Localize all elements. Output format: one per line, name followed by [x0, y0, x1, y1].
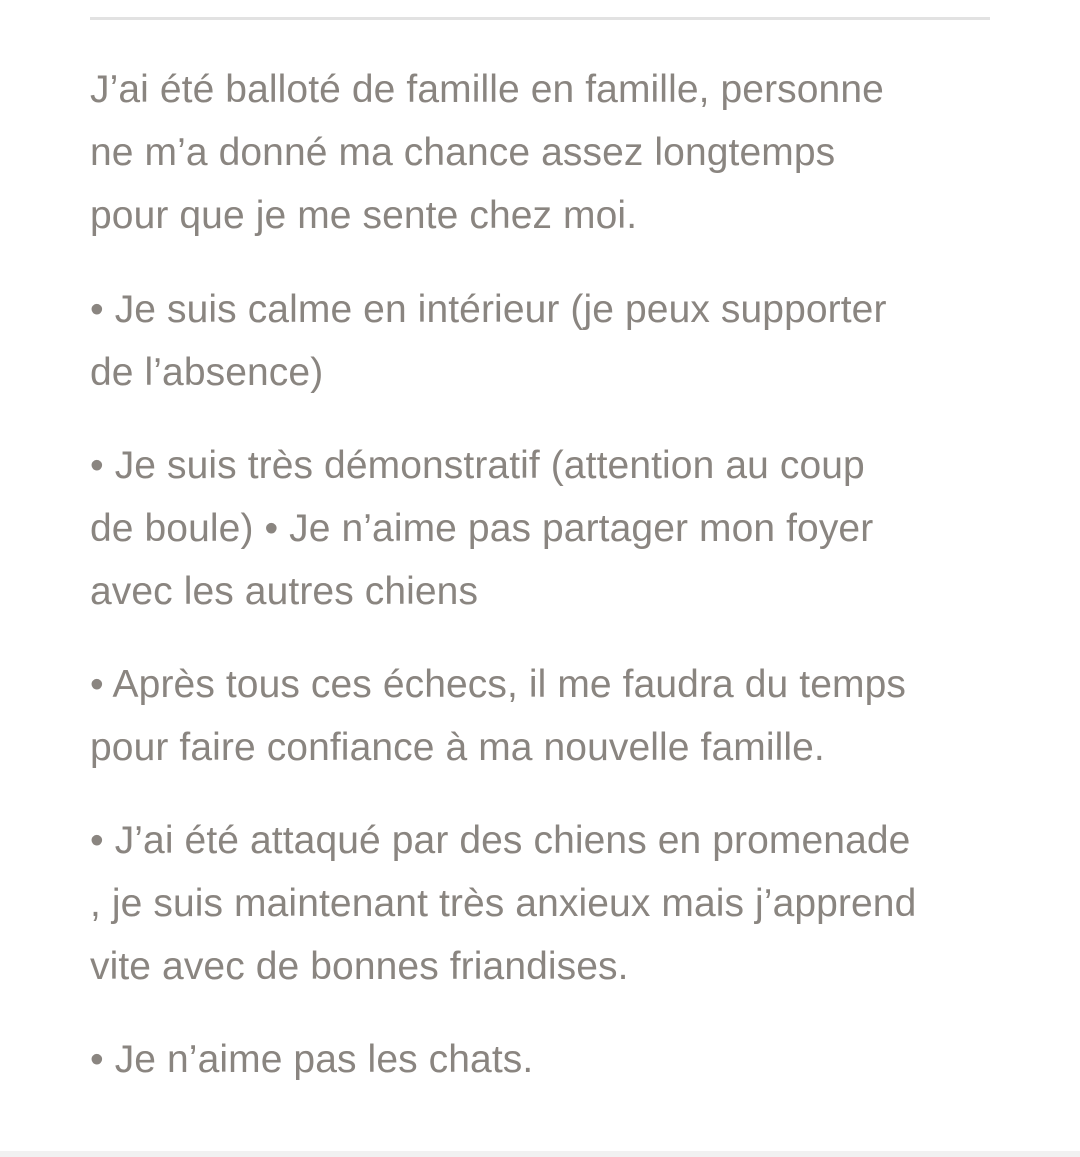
- text-line: • Je suis calme en intérieur (je peux supporter: [90, 288, 887, 331]
- text-line: ne m’a donné ma chance assez longtemps: [90, 131, 836, 174]
- text-line: de boule) • Je n’aime pas partager mon foyer: [90, 507, 874, 550]
- text-line: pour que je me sente chez moi.: [90, 194, 638, 237]
- text-line: , je suis maintenant très anxieux mais j’apprend: [90, 882, 917, 925]
- bullet-paragraph-attacked: [90, 809, 990, 998]
- description-text-block: [90, 58, 990, 1091]
- bullet-paragraph-cats: [90, 1028, 990, 1091]
- top-divider: [90, 17, 990, 20]
- bottom-edge: [0, 1151, 1080, 1157]
- text-line: vite avec de bonnes friandises.: [90, 945, 629, 988]
- bullet-paragraph-demonstrative: [90, 434, 990, 623]
- intro-paragraph: [90, 58, 990, 247]
- text-line: • Après tous ces échecs, il me faudra du temps: [90, 663, 906, 706]
- text-line: pour faire confiance à ma nouvelle famille.: [90, 726, 825, 769]
- text-line: de l’absence): [90, 351, 324, 394]
- bullet-paragraph-calm: [90, 278, 990, 404]
- text-line: • Je suis très démonstratif (attention au coup: [90, 444, 865, 487]
- bullet-paragraph-trust: [90, 653, 990, 779]
- text-line: • J’ai été attaqué par des chiens en promenade: [90, 819, 911, 862]
- text-line: avec les autres chiens: [90, 570, 479, 613]
- text-line: J’ai été balloté de famille en famille, personne: [90, 68, 884, 111]
- text-line: • Je n’aime pas les chats.: [90, 1038, 534, 1081]
